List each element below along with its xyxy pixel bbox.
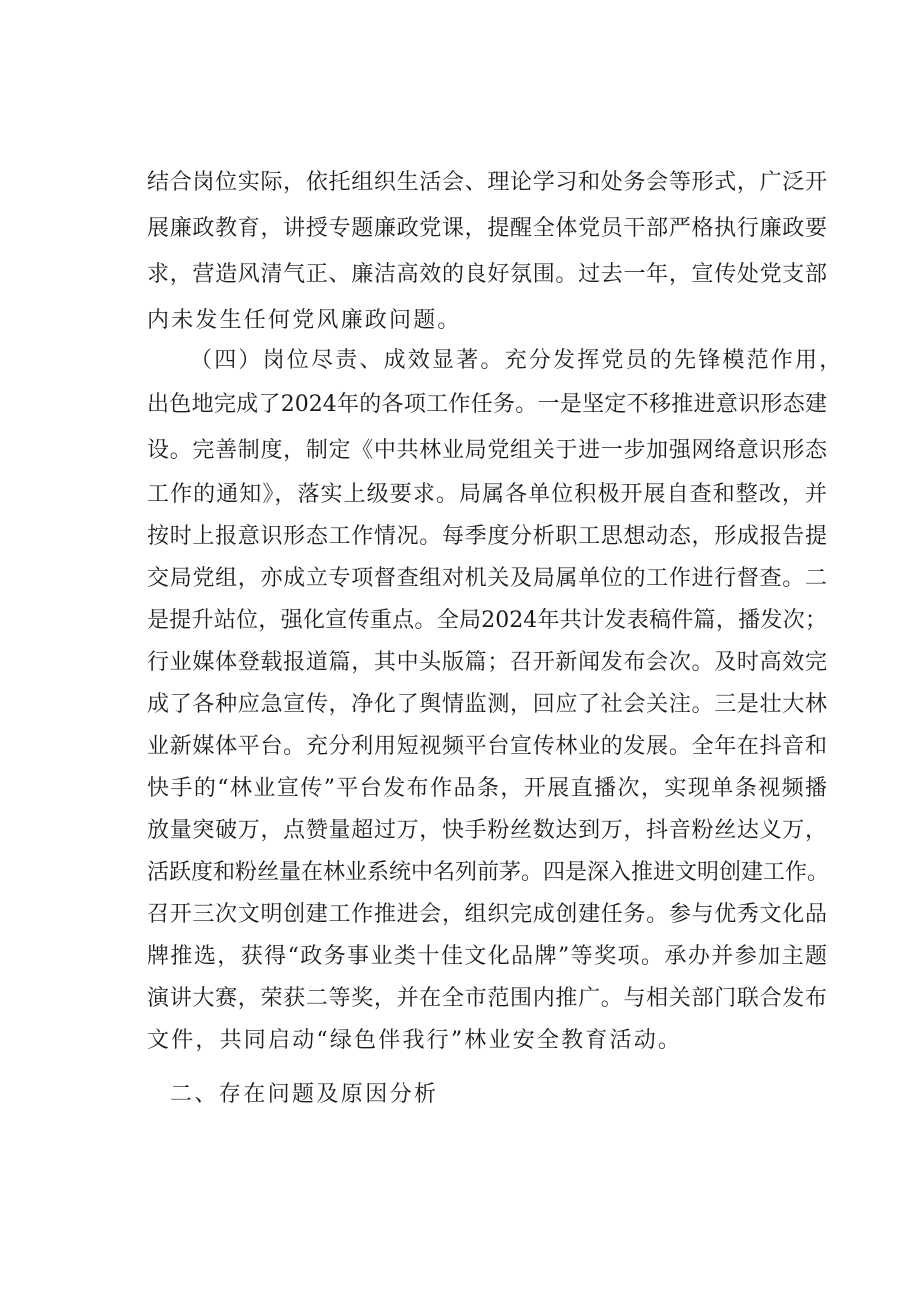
paragraph-duty-line-7: 是提升站位，强化宣传重点。全局2024年共计发表稿件篇，播发次； — [147, 608, 827, 633]
paragraph-integrity-line-3: 求，营造风清气正、廉洁高效的良好氛围。过去一年，宣传处党支部 — [147, 262, 827, 287]
paragraph-duty-line-15: 牌推选，获得“政务事业类十佳文化品牌”等奖项。承办并参加主题 — [147, 944, 827, 969]
paragraph-duty-line-6: 交局党组，亦成立专项督查组对机关及局属单位的工作进行督查。二 — [147, 566, 827, 591]
paragraph-duty-line-11: 快手的“林业宣传”平台发布作品条，开展直播次，实现单条视频播 — [147, 776, 827, 801]
paragraph-duty-line-4: 工作的通知》，落实上级要求。局属各单位积极开展自查和整改，并 — [147, 482, 827, 507]
paragraph-duty-line-5: 按时上报意识形态工作情况。每季度分析职工思想动态，形成报告提 — [147, 524, 827, 549]
paragraph-duty-line-17: 文件，共同启动“绿色伴我行”林业安全教育活动。 — [147, 1028, 683, 1053]
paragraph-duty-line-14: 召开三次文明创建工作推进会，组织完成创建任务。参与优秀文化品 — [147, 902, 827, 927]
paragraph-duty-line-8: 行业媒体登载报道篇，其中头版篇；召开新闻发布会次。及时高效完 — [147, 650, 827, 675]
paragraph-integrity-line-4: 内未发生任何党风廉政问题。 — [147, 308, 462, 333]
paragraph-duty-line-3: 设。完善制度，制定《中共林业局党组关于进一步加强网络意识形态 — [147, 438, 827, 463]
paragraph-duty-line-16: 演讲大赛，荣获二等奖，并在全市范围内推广。与相关部门联合发布 — [147, 986, 827, 1011]
paragraph-duty-line-12: 放量突破万，点赞量超过万，快手粉丝数达到万，抖音粉丝达义万， — [147, 818, 827, 843]
paragraph-duty-line-10: 业新媒体平台。充分利用短视频平台宣传林业的发展。全年在抖音和 — [147, 734, 827, 759]
paragraph-integrity-line-1: 结合岗位实际，依托组织生活会、理论学习和处务会等形式，广泛开 — [147, 170, 827, 195]
paragraph-duty-line-1: （四）岗位尽责、成效显著。充分发挥党员的先锋模范作用， — [190, 348, 844, 373]
paragraph-duty-line-9: 成了各种应急宣传，净化了舆情监测，回应了社会关注。三是壮大林 — [147, 692, 827, 717]
section-heading: 二、存在问题及原因分析 — [170, 1082, 439, 1107]
paragraph-duty-line-13: 活跃度和粉丝量在林业系统中名列前茅。四是深入推进文明创建工作。 — [147, 860, 830, 885]
paragraph-duty-line-2: 出色地完成了2024年的各项工作任务。一是坚定不移推进意识形态建 — [147, 392, 827, 417]
paragraph-integrity-line-2: 展廉政教育，讲授专题廉政党课，提醒全体党员干部严格执行廉政要 — [147, 216, 827, 241]
